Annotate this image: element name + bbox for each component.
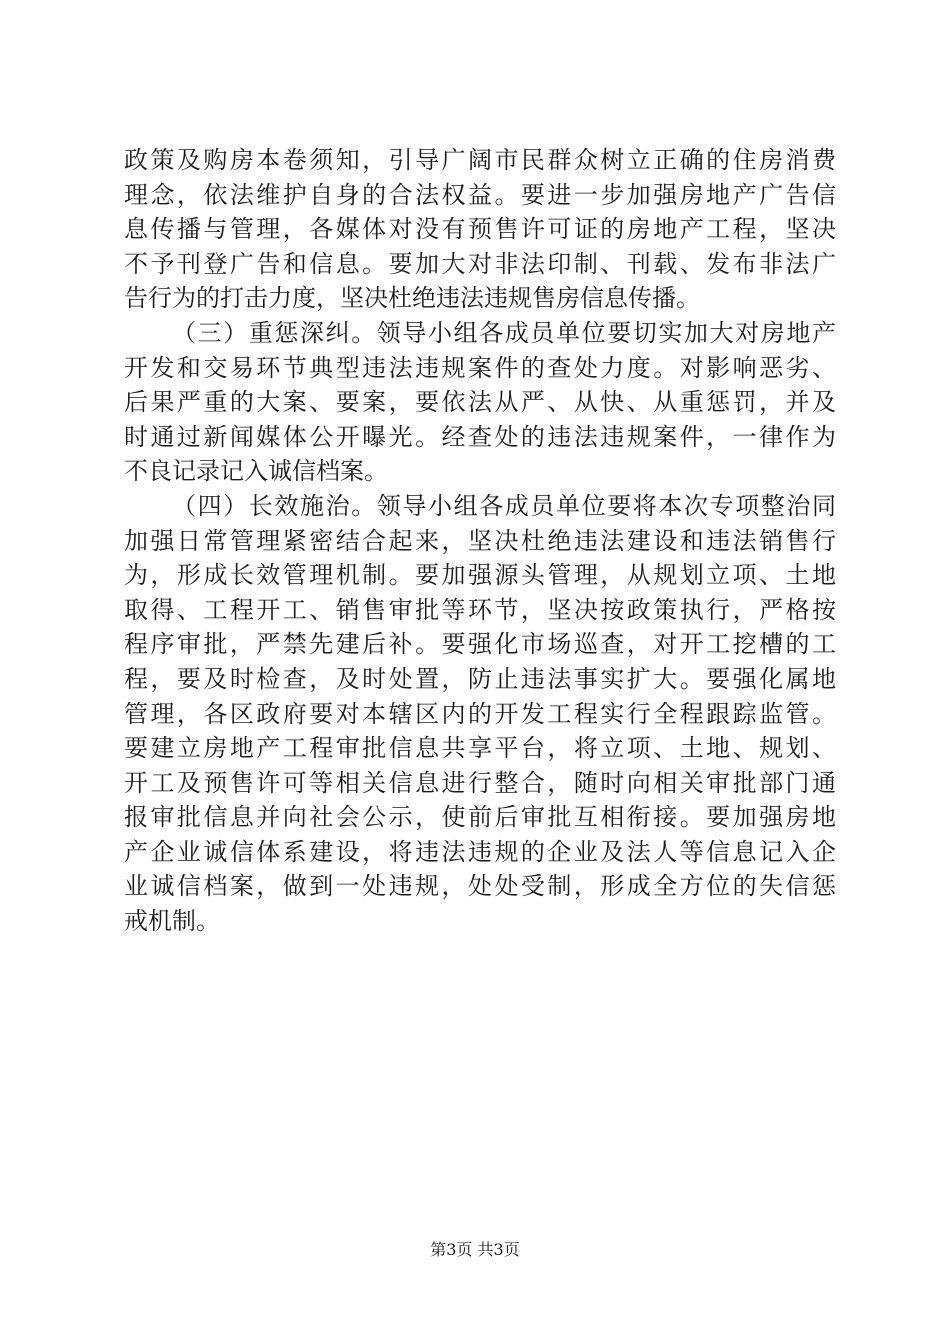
text-line: 后果严重的大案、要案，要依法从严、从快、从重惩罚，并及 bbox=[124, 388, 836, 417]
text-line: 管理，各区政府要对本辖区内的开发工程实行全程跟踪监管。 bbox=[124, 699, 836, 728]
text-line: 理念，依法维护自身的合法权益。要进一步加强房地产广告信 bbox=[124, 180, 836, 209]
text-line: 开发和交易环节典型违法违规案件的查处力度。对影响恶劣、 bbox=[124, 353, 836, 382]
text-line: 程序审批，严禁先建后补。要强化市场巡查，对开工挖槽的工 bbox=[124, 630, 836, 659]
text-line: 政策及购房本卷须知，引导广阔市民群众树立正确的住房消费 bbox=[124, 146, 836, 174]
text-line: 报审批信息并向社会公示，使前后审批互相衔接。要加强房地 bbox=[124, 803, 836, 832]
text-line: 加强日常管理紧密结合起来，坚决杜绝违法建设和违法销售行 bbox=[124, 526, 836, 555]
text-line: （四）长效施治。领导小组各成员单位要将本次专项整治同 bbox=[172, 491, 836, 520]
text-line: 为，形成长效管理机制。要加强源头管理，从规划立项、土地 bbox=[124, 561, 836, 590]
text-line: 要建立房地产工程审批信息共享平台，将立项、土地、规划、 bbox=[124, 734, 836, 763]
text-line: 戒机制。 bbox=[124, 907, 220, 936]
text-line: 开工及预售许可等相关信息进行整合，随时向相关审批部门通 bbox=[124, 768, 836, 797]
text-line: （三）重惩深纠。领导小组各成员单位要切实加大对房地产 bbox=[172, 318, 836, 347]
text-line: 不予刊登广告和信息。要加大对非法印制、刊载、发布非法广 bbox=[124, 249, 836, 278]
text-line: 息传播与管理，各媒体对没有预售许可证的房地产工程，坚决 bbox=[124, 215, 836, 244]
text-line: 取得、工程开工、销售审批等环节，坚决按政策执行，严格按 bbox=[124, 595, 836, 624]
page-footer: 第3页 共3页 bbox=[430, 1240, 520, 1259]
document-body bbox=[124, 143, 836, 939]
text-line: 业诚信档案，做到一处违规，处处受制，形成全方位的失信惩 bbox=[124, 872, 836, 901]
text-line: 不良记录记入诚信档案。 bbox=[124, 457, 388, 486]
text-line: 程，要及时检查，及时处置，防止违法事实扩大。要强化属地 bbox=[124, 664, 836, 693]
text-line: 时通过新闻媒体公开曝光。经查处的违法违规案件，一律作为 bbox=[124, 422, 836, 451]
text-line: 告行为的打击力度，坚决杜绝违法违规售房信息传播。 bbox=[124, 284, 700, 313]
text-line: 产企业诚信体系建设，将违法违规的企业及法人等信息记入企 bbox=[124, 837, 836, 866]
